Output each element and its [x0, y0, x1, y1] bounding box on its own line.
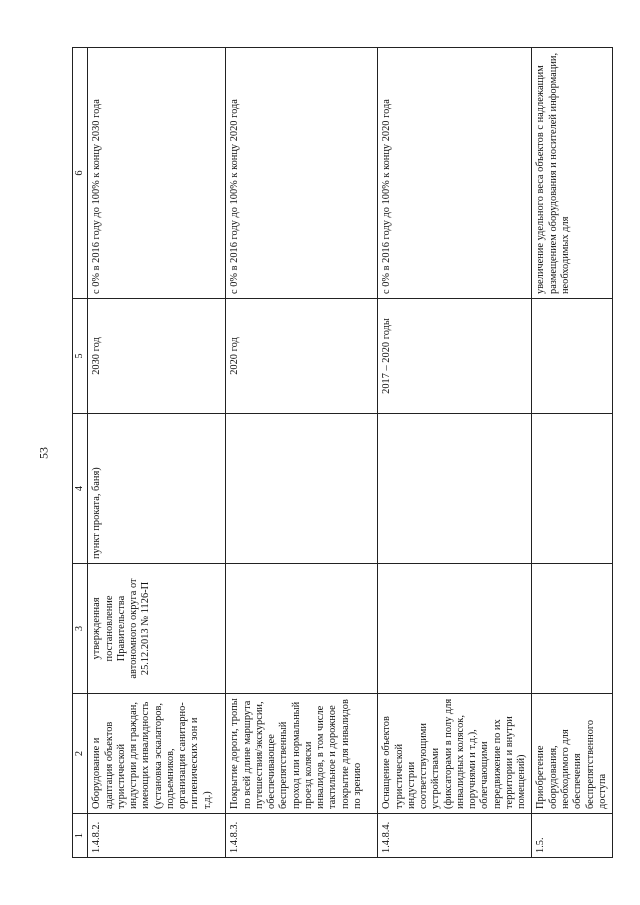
row-number-cell: 1.4.8.4. [378, 814, 532, 858]
term-cell [532, 299, 613, 414]
rotated-page-content [72, 48, 608, 858]
column-number-1: 1 [73, 814, 88, 858]
document-cell [532, 564, 613, 694]
indicator-cell: с 0% в 2016 году до 100% к концу 2020 года [378, 48, 532, 299]
indicator-cell: увеличение удельного веса объектов с надлежащим размещением оборудования и носителей информации, необходимых для [532, 48, 613, 299]
col4-cell [532, 414, 613, 564]
document-cell [226, 564, 378, 694]
table-row [88, 48, 226, 858]
indicator-cell: с 0% в 2016 году до 100% к концу 2020 года [226, 48, 378, 299]
table-row [532, 48, 613, 858]
document-cell: утвержденная постановление Правительства автономного округа от 25.12.2013 № 1126-П [88, 564, 226, 694]
measure-cell: Покрытие дороги, тропы по всей длине маршрута путешествия/экскурсии, обеспечивающее беспрепятственный проход или нормальный проезд коляски инвалидов, в том числе тактильное и дорожное покрытие для инвалидов по зрению [226, 694, 378, 814]
measure-cell: Приобретение оборудования, необходимого для обеспечения беспрепятственного доступа [532, 694, 613, 814]
table-row [226, 48, 378, 858]
document-cell [378, 564, 532, 694]
col4-cell [226, 414, 378, 564]
table-row [378, 48, 532, 858]
column-number-4: 4 [73, 414, 88, 564]
column-number-6: 6 [73, 48, 88, 299]
term-cell: 2017 – 2020 годы [378, 299, 532, 414]
table-viewport [72, 48, 608, 858]
measures-table [72, 47, 613, 858]
table-header-row [73, 48, 88, 858]
column-number-5: 5 [73, 299, 88, 414]
row-number-cell: 1.5. [532, 814, 613, 858]
row-number-cell: 1.4.8.2. [88, 814, 226, 858]
row-number-cell: 1.4.8.3. [226, 814, 378, 858]
col4-cell [378, 414, 532, 564]
measure-cell: Оснащение объектов туристической индустрии соответствующими устройствами (фиксаторами в полу для инвалидных колясок, поручнями и т.д.), облегчающими передвижение по их территории и внутри помещений) [378, 694, 532, 814]
term-cell: 2030 год [88, 299, 226, 414]
term-cell: 2020 год [226, 299, 378, 414]
column-number-2: 2 [73, 694, 88, 814]
column-number-3: 3 [73, 564, 88, 694]
page-number: 53 [36, 447, 51, 459]
measure-cell: Оборудование и адаптация объектов туристической индустрии для граждан, имеющих инвалидность (установка эскалаторов, подъемников, организация санитарно-гигиенических зон и т.д.) [88, 694, 226, 814]
col4-cell: пункт проката, баня) [88, 414, 226, 564]
indicator-cell: с 0% в 2016 году до 100% к концу 2030 года [88, 48, 226, 299]
